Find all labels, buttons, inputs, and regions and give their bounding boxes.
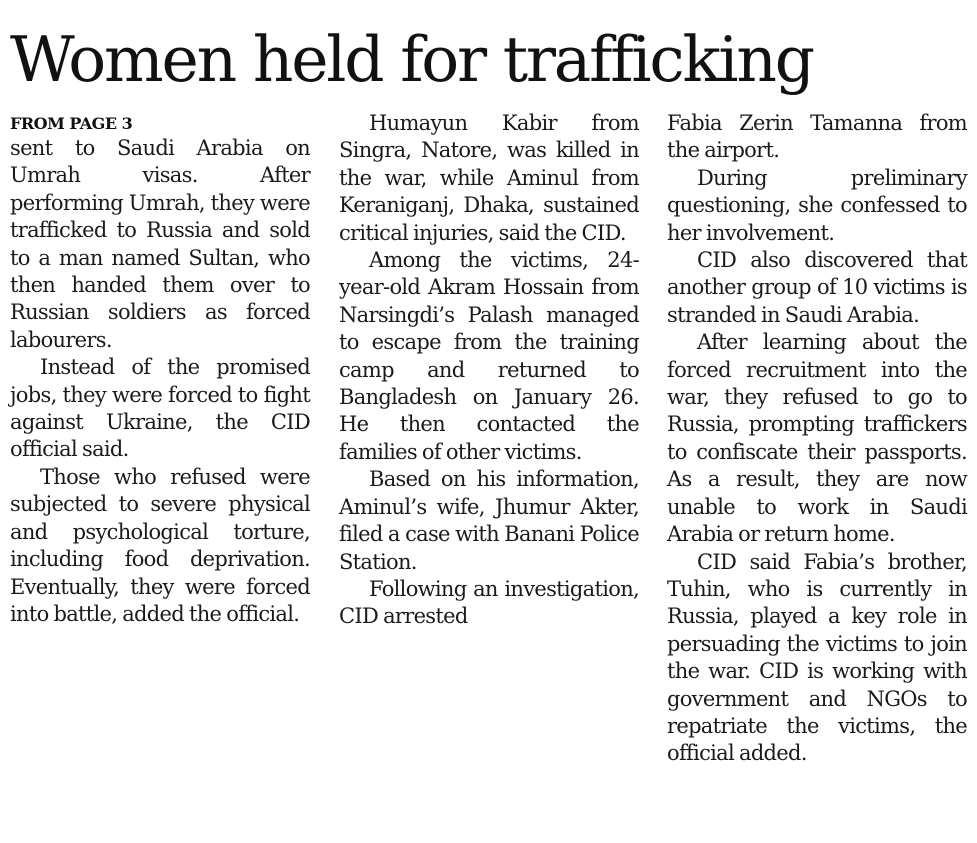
paragraph: Based on his information, Aminul’s wife, Jhumur Akter, filed a case with Banani Police Station.	[339, 467, 639, 574]
paragraph: After learning about the forced recruitment into the war, they refused to go to Russia, prompting traffickers to confiscate their passports. As a result, they are now unable to work in Saudi Arabia or return home.	[667, 330, 967, 547]
paragraph: sent to Saudi Arabia on Umrah visas. After performing Umrah, they were trafficked to Russia and sold to a man named Sultan, who then handed them over to Russian soldiers as forced labourers.	[10, 136, 310, 352]
article-column-2	[339, 110, 639, 631]
paragraph: During preliminary questioning, she confessed to her involvement.	[667, 165, 967, 245]
article-column-3	[667, 110, 967, 768]
article-column-1	[10, 110, 310, 628]
paragraph: Those who refused were subjected to severe physical and psychological torture, including food deprivation. Eventually, they were forced into battle, added the official.	[10, 464, 310, 626]
paragraph: CID said Fabia’s brother, Tuhin, who is currently in Russia, played a key role in persuading the victims to join the war. CID is working with government and NGOs to repatriate the victims, the official added.	[667, 549, 967, 766]
paragraph: Following an investigation, CID arrested	[339, 576, 639, 629]
continuation-kicker: FROM PAGE 3	[10, 114, 133, 133]
paragraph: Fabia Zerin Tamanna from the airport.	[667, 111, 967, 163]
headline: Women held for trafficking	[10, 23, 813, 96]
paragraph: CID also discovered that another group of 10 victims is stranded in Saudi Arabia.	[667, 248, 967, 327]
paragraph: Among the victims, 24-year-old Akram Hossain from Narsingdi’s Palash managed to escape from the training camp and returned to Bangladesh on January 26. He then contacted the families of other victims.	[339, 248, 639, 464]
paragraph: Humayun Kabir from Singra, Natore, was killed in the war, while Aminul from Keraniganj, Dhaka, sustained critical injuries, said the CID.	[339, 111, 639, 245]
paragraph: Instead of the promised jobs, they were forced to fight against Ukraine, the CID official said.	[10, 355, 310, 462]
